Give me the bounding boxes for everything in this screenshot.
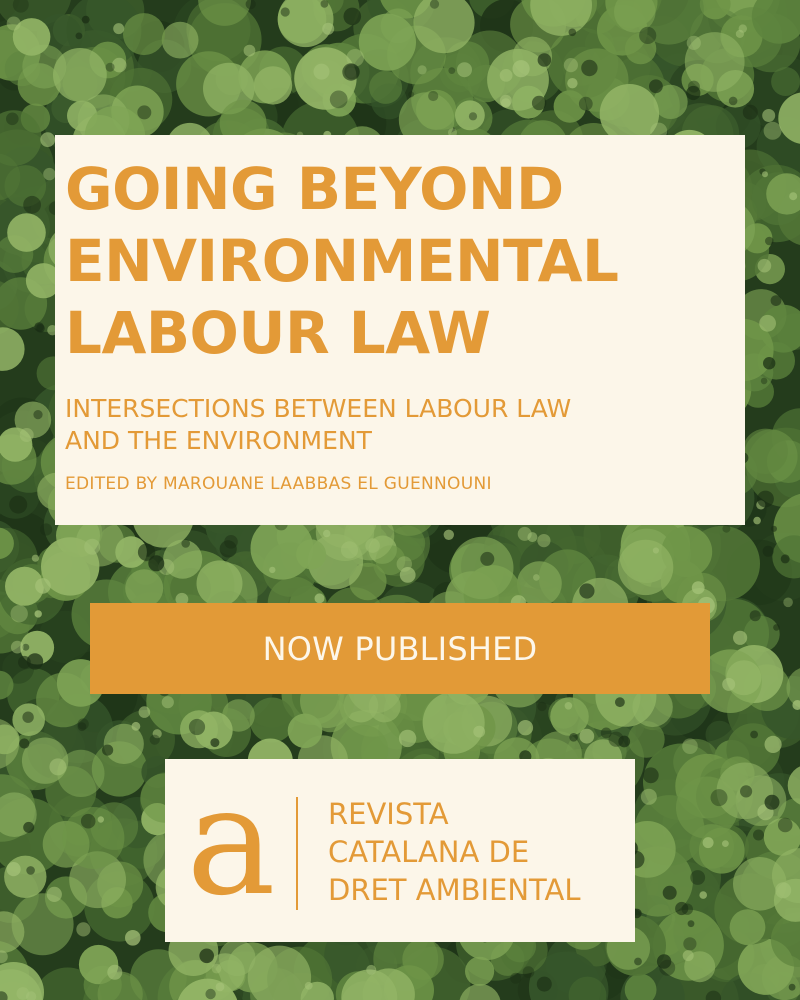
banner-label: NOW PUBLISHED [262,629,538,668]
editor-credit: EDITED BY MAROUANE LAABBAS EL GUENNOUNI [65,474,492,494]
subtitle-line-1: INTERSECTIONS BETWEEN LABOUR LAW [65,394,572,423]
title-line-2: ENVIRONMENTAL [65,227,619,295]
journal-name-line-2: CATALANA DE [328,835,530,869]
subtitle [65,393,745,457]
journal-name [328,795,581,909]
title-line-1: GOING BEYOND [65,155,564,223]
title-line-3: LABOUR LAW [65,299,491,367]
subtitle-line-2: AND THE ENVIRONMENT [65,426,372,455]
logo-divider [296,797,298,910]
journal-a-logo-icon [186,755,276,935]
journal-logo-card [165,755,635,942]
title-card [55,135,745,525]
journal-mark-glyph: a [186,755,276,929]
now-published-banner [90,603,710,694]
journal-name-line-3: DRET AMBIENTAL [328,873,581,907]
journal-name-line-1: REVISTA [328,797,449,831]
